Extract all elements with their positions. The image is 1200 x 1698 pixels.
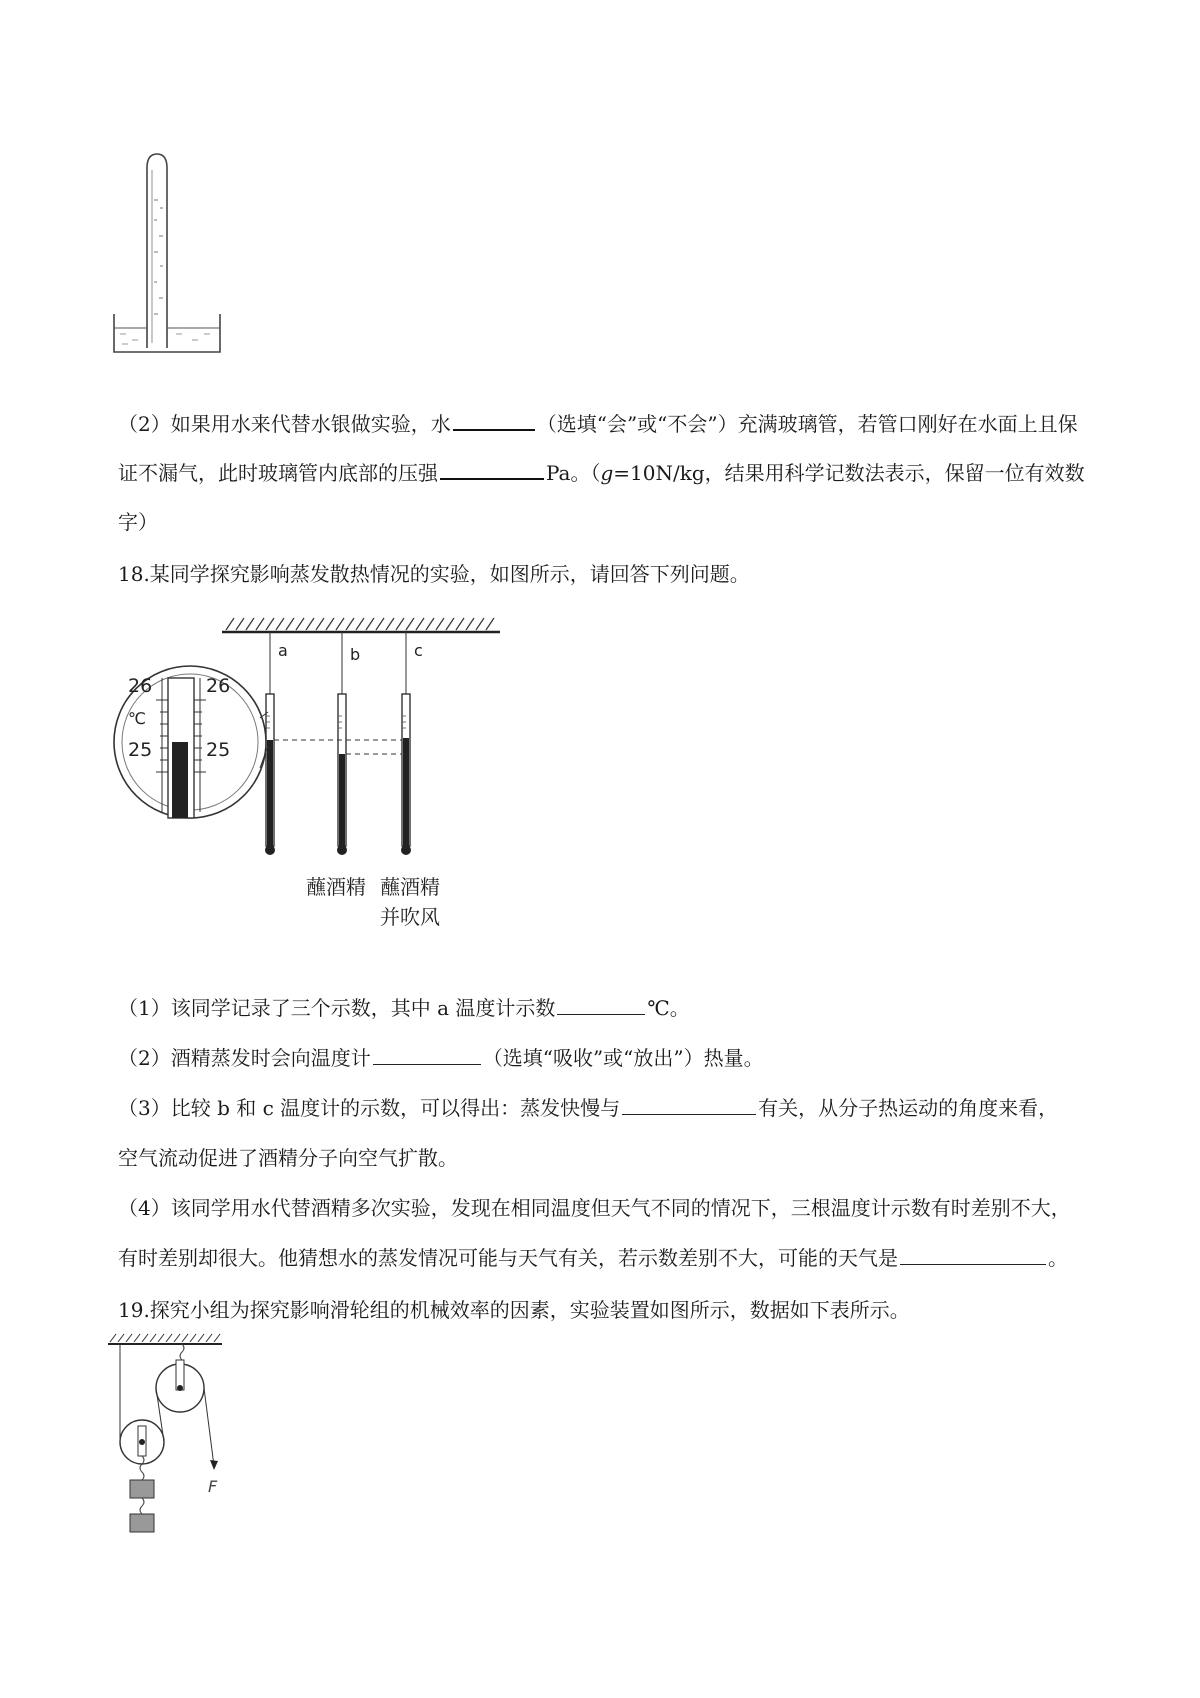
scale-unit: ℃ (128, 709, 146, 728)
gravity-symbol: g (600, 461, 614, 485)
answer-blank[interactable] (557, 1013, 645, 1015)
q17-text: Pa。（ (546, 461, 601, 485)
q18-text: ℃。 (647, 996, 690, 1020)
q18-text: 有时差别却很大。他猜想水的蒸发情况可能与天气有关，若示数差别不大，可能的天气是 (118, 1246, 898, 1270)
q18-part4-line2 (118, 1246, 1068, 1270)
q18-part3-line1 (118, 1096, 1058, 1120)
scale-25-right: 25 (206, 739, 231, 761)
q17-part2-line2 (118, 461, 1085, 485)
answer-blank[interactable] (900, 1263, 1046, 1265)
caption-c-line1: 蘸酒精 (380, 875, 440, 899)
force-label: F (208, 1477, 218, 1496)
scale-26-right: 26 (206, 675, 231, 697)
thermometers-figure (110, 612, 510, 942)
scale-25-left: 25 (128, 739, 153, 761)
q17-text: 证不漏气，此时玻璃管内底部的压强 (118, 461, 438, 485)
answer-blank[interactable] (453, 428, 535, 431)
caption-c-line2: 并吹风 (380, 905, 440, 929)
label-b: b (350, 645, 361, 664)
q17-part2-line3 (118, 510, 158, 534)
q18-text: （2）酒精蒸发时会向温度计 (118, 1046, 371, 1070)
q18-stem: 18.某同学探究影响蒸发散热情况的实验，如图所示，请回答下列问题。 (118, 562, 750, 586)
caption-b: 蘸酒精 (306, 875, 366, 899)
torricelli-tube-figure (110, 148, 230, 360)
answer-blank[interactable] (622, 1113, 756, 1115)
answer-blank[interactable] (373, 1063, 481, 1065)
q18-text: （选填“吸收”或“放出”）热量。 (482, 1046, 764, 1070)
q18-part3-line2: 空气流动促进了酒精分子向空气扩散。 (118, 1146, 458, 1170)
q18-part1 (118, 996, 690, 1020)
q18-part2 (118, 1046, 764, 1070)
q18-text: （3）比较 b 和 c 温度计的示数，可以得出：蒸发快慢与 (118, 1096, 621, 1120)
pulley-figure (104, 1330, 254, 1542)
scale-26-left: 26 (128, 675, 153, 697)
q17-text: （2）如果用水来代替水银做实验，水 (118, 412, 451, 436)
answer-blank[interactable] (440, 477, 544, 480)
q17-part2-line1 (118, 412, 1078, 436)
q18-text: （1）该同学记录了三个示数，其中 a 温度计示数 (118, 996, 556, 1020)
q17-text: 字） (118, 510, 158, 534)
q17-text: =10N/kg，结果用科学记数法表示，保留一位有效数 (613, 461, 1085, 485)
label-a: a (278, 641, 288, 660)
q18-text: 有关，从分子热运动的角度来看， (758, 1096, 1059, 1120)
q19-stem: 19.探究小组为探究影响滑轮组的机械效率的因素，实验装置如图所示，数据如下表所示。 (118, 1298, 910, 1322)
q18-part4-line1: （4）该同学用水代替酒精多次实验，发现在相同温度但天气不同的情况下，三根温度计示数有时差别不大， (118, 1196, 1071, 1220)
label-c: c (414, 641, 423, 660)
q17-text: （选填“会”或“不会”）充满玻璃管，若管口刚好在水面上且保 (536, 412, 1078, 436)
q18-text: 。 (1048, 1246, 1068, 1270)
